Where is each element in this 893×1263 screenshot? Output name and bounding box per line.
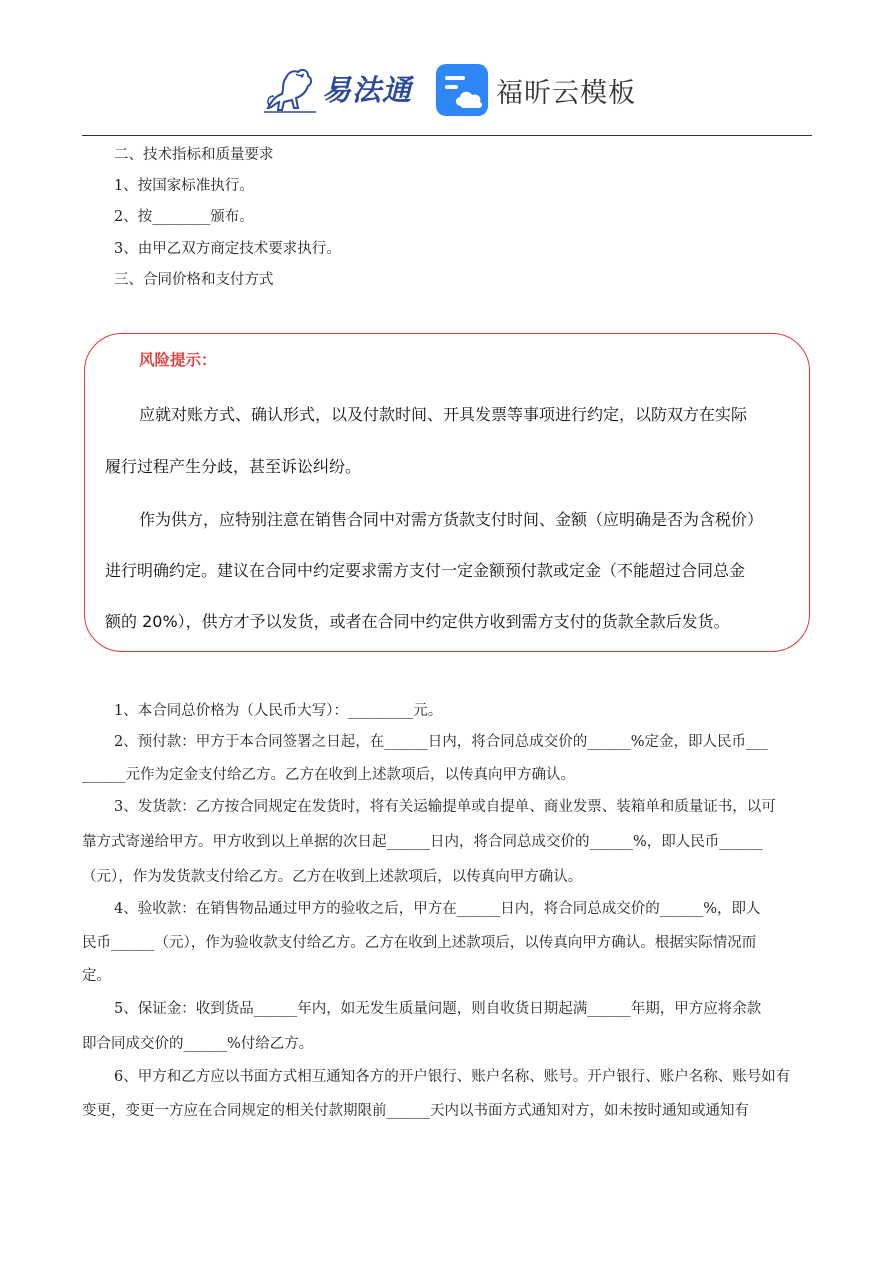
section-heading: 三、合同价格和支付方式 xyxy=(114,272,274,288)
paragraph-line: 定。 xyxy=(82,968,111,984)
page-header xyxy=(0,0,893,136)
paragraph-line: 变更，变更一方应在合同规定的相关付款期限前______天内以书面方式通知对方，如未按时通知或通知有 xyxy=(82,1103,749,1119)
section-heading: 二、技术指标和质量要求 xyxy=(114,147,274,163)
paragraph-line: （元），作为发货款支付给乙方。乙方在收到上述款项后，以传真向甲方确认。 xyxy=(82,869,583,885)
paragraph-line: 1、本合同总价格为（人民币大写）：_________元。 xyxy=(114,703,443,719)
paragraph-line: 6、甲方和乙方应以书面方式相互通知各方的开户银行、账户名称、账号。开户银行、账户名称、账号如有 xyxy=(114,1069,791,1085)
paragraph-line: 民币______（元），作为验收款支付给乙方。乙方在收到上述款项后，以传真向甲方确认。根据实际情况而 xyxy=(82,935,757,951)
paragraph-line: 即合同成交价的______%付给乙方。 xyxy=(82,1036,314,1052)
paragraph-line: 2、按________颁布。 xyxy=(114,209,254,225)
risk-notice-box xyxy=(84,333,810,652)
fuxin-logo-text: 福昕云模板 xyxy=(496,77,636,109)
paragraph-line: 5、保证金：收到货品______年内，如无发生质量问题，则自收货日期起满______年期，甲方应将余款 xyxy=(114,1001,762,1017)
risk-notice-line: 履行过程产生分歧，甚至诉讼纠纷。 xyxy=(105,457,362,476)
paragraph-line: 3、由甲乙双方商定技术要求执行。 xyxy=(114,241,341,257)
cloud-document-icon xyxy=(436,64,488,116)
risk-notice-line: 应就对账方式、确认形式，以及付款时间、开具发票等事项进行约定，以防双方在实际 xyxy=(139,405,748,424)
header-divider xyxy=(82,135,812,136)
risk-notice-line: 额的 20%），供方才予以发货，或者在合同中约定供方收到需方支付的货款全款后发货。 xyxy=(105,612,730,631)
qilin-icon xyxy=(262,62,320,114)
risk-notice-title: 风险提示： xyxy=(139,351,217,369)
paragraph-line: 2、预付款：甲方于本合同签署之日起，在______日内，将合同总成交价的______%定金，即人民币___ xyxy=(114,734,768,750)
paragraph-line: 靠方式寄递给甲方。甲方收到以上单据的次日起______日内，将合同总成交价的______%，即人民币______ xyxy=(82,834,763,850)
paragraph-line: 1、按国家标准执行。 xyxy=(114,178,254,194)
yifatong-logo xyxy=(262,62,412,114)
yifatong-logo-text: 易法通 xyxy=(322,72,413,107)
risk-notice-line: 进行明确约定。建议在合同中约定要求需方支付一定金额预付款或定金（不能超过合同总金 xyxy=(105,561,746,580)
fuxin-template-logo xyxy=(436,64,636,116)
risk-notice-line: 作为供方，应特别注意在销售合同中对需方货款支付时间、金额（应明确是否为含税价） xyxy=(139,510,764,529)
paragraph-line: 3、发货款：乙方按合同规定在发货时，将有关运输提单或自提单、商业发票、装箱单和质量证书，以可 xyxy=(114,799,776,815)
paragraph-line: ______元作为定金支付给乙方。乙方在收到上述款项后，以传真向甲方确认。 xyxy=(82,767,575,783)
paragraph-line: 4、验收款：在销售物品通过甲方的验收之后，甲方在______日内，将合同总成交价的______%，即人 xyxy=(114,901,761,917)
